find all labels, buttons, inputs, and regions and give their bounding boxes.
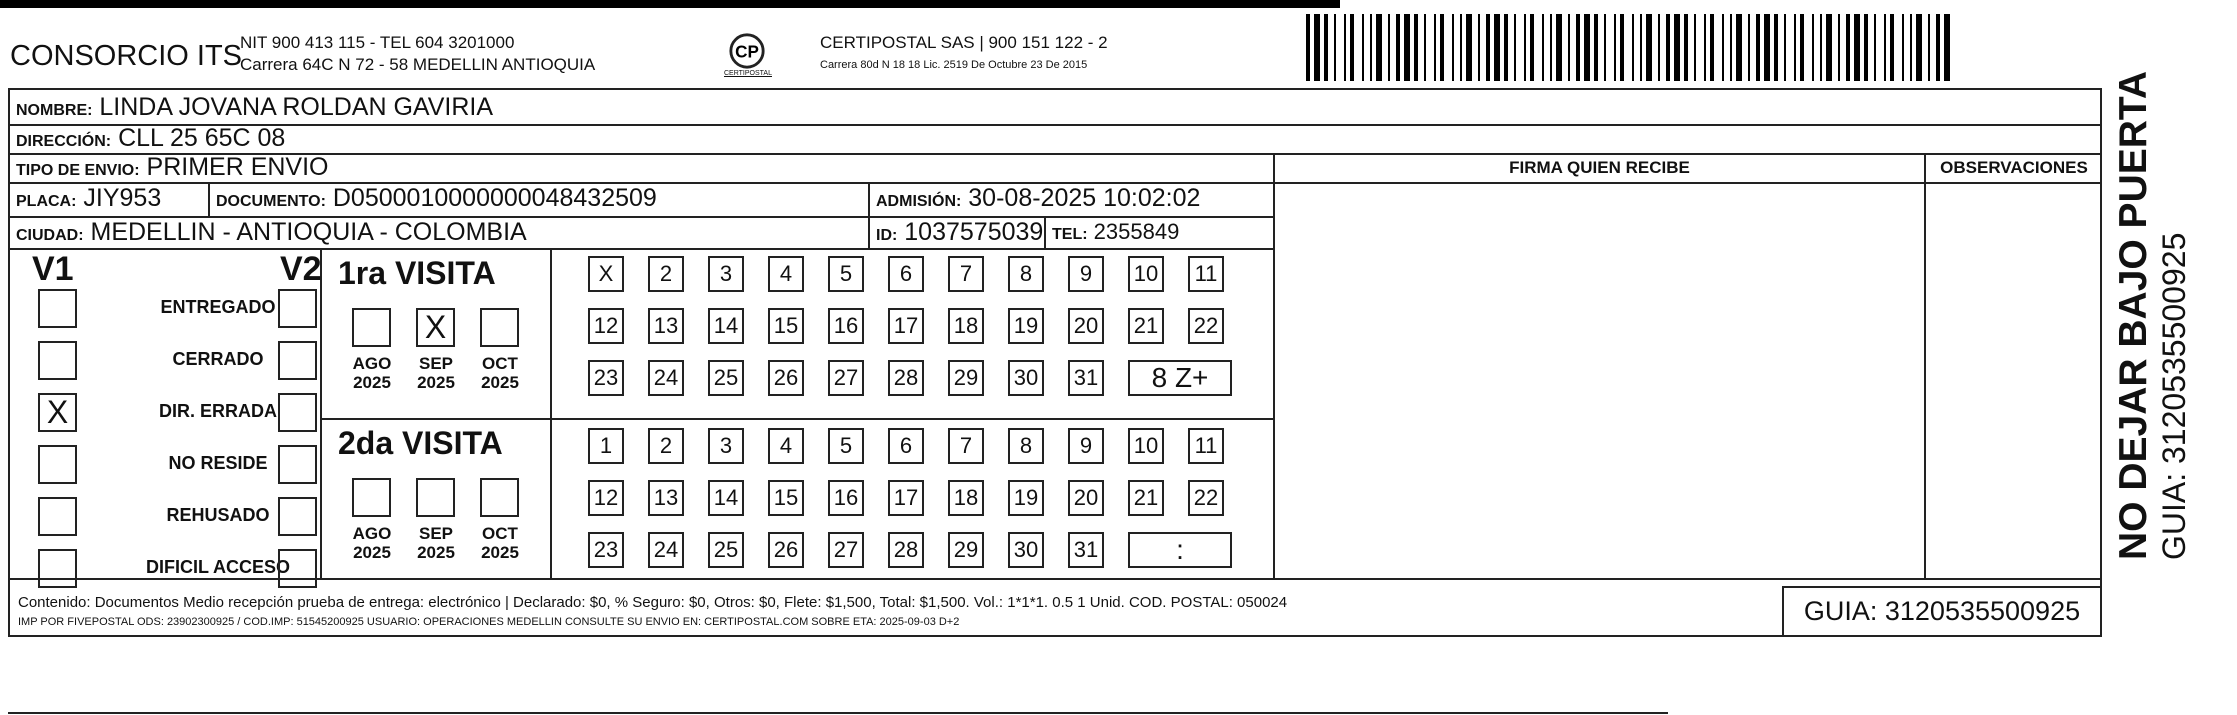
barcode-bar <box>1884 14 1886 81</box>
day-box[interactable]: 15 <box>768 308 804 344</box>
svg-text:CP: CP <box>735 42 759 62</box>
barcode-bar <box>1530 14 1534 81</box>
day-box[interactable]: 5 <box>828 428 864 464</box>
barcode-bar <box>1694 14 1696 81</box>
day-box[interactable]: 28 <box>888 360 924 396</box>
barcode-bar <box>1936 14 1940 81</box>
barcode-bar <box>1306 14 1310 81</box>
barcode-bar <box>1748 14 1750 81</box>
barcode-bar <box>1440 14 1444 81</box>
day-box[interactable]: 2 <box>648 428 684 464</box>
footer-print-info: IMP POR FIVEPOSTAL ODS: 23902300925 / COD.IMP: 51545200925 USUARIO: OPERACIONES MEDELLIN CONSULTE SU ENVIO EN: CERTIPOSTAL.COM SOBRE ETA: 2025-09-03 D+2 <box>18 616 960 628</box>
v2-checkbox[interactable] <box>278 393 317 432</box>
month-label: SEP <box>418 524 454 543</box>
barcode-bar <box>1864 14 1868 81</box>
barcode-bar <box>1314 14 1320 81</box>
guia-box: GUIA: 3120535500925 <box>1782 586 2102 637</box>
barcode-bar <box>1514 14 1516 81</box>
col-line <box>320 248 322 578</box>
day-box[interactable]: 27 <box>828 532 864 568</box>
v2-checkbox[interactable] <box>278 497 317 536</box>
ciudad-value: MEDELLIN - ANTIOQUIA - COLOMBIA <box>90 218 527 246</box>
company-info <box>240 32 660 76</box>
barcode-bar <box>1486 14 1490 81</box>
v2-checkbox[interactable] <box>278 445 317 484</box>
day-box[interactable]: 13 <box>648 308 684 344</box>
month-checkbox[interactable] <box>480 478 519 517</box>
barcode-bar <box>1556 14 1562 81</box>
day-box[interactable]: 19 <box>1008 308 1044 344</box>
day-box[interactable]: 30 <box>1008 360 1044 396</box>
barcode-bar <box>1846 14 1850 81</box>
month-year: 2025 <box>353 373 391 392</box>
barcode-bar <box>1800 14 1804 81</box>
barcode-bar <box>1376 14 1382 81</box>
barcode-bar <box>1542 14 1544 81</box>
ciudad-label: CIUDAD: <box>16 227 84 244</box>
day-box[interactable]: 10 <box>1128 428 1164 464</box>
barcode-bar <box>1494 14 1500 81</box>
day-box[interactable]: 6 <box>888 256 924 292</box>
barcode-bar <box>1370 14 1372 81</box>
row-line <box>8 578 2102 580</box>
barcode-bar <box>1704 14 1706 81</box>
day-box[interactable]: 20 <box>1068 308 1104 344</box>
barcode-bar <box>1388 14 1390 81</box>
day-box[interactable]: 7 <box>948 428 984 464</box>
v1-checkbox[interactable] <box>38 341 77 380</box>
v1-header: V1 <box>32 250 74 288</box>
v2-checkbox[interactable] <box>278 549 317 588</box>
barcode-bar <box>1916 14 1922 81</box>
v2-checkbox[interactable] <box>278 289 317 328</box>
bottom-line <box>8 712 1668 714</box>
firma-header: FIRMA QUIEN RECIBE <box>1509 158 1690 177</box>
day-box[interactable]: 31 <box>1068 360 1104 396</box>
logo-caption: CERTIPOSTAL <box>724 70 772 77</box>
tipo-label: TIPO DE ENVIO: <box>16 162 140 179</box>
barcode-bar <box>1324 14 1328 81</box>
day-box[interactable]: 29 <box>948 532 984 568</box>
tipo-value: PRIMER ENVIO <box>146 153 329 181</box>
v1-checkbox[interactable] <box>38 445 77 484</box>
admision-label: ADMISIÓN: <box>876 193 962 210</box>
v1-checkbox[interactable] <box>38 549 77 588</box>
day-box[interactable]: 14 <box>708 480 744 516</box>
barcode-bar <box>1334 14 1336 81</box>
col-line <box>208 182 210 216</box>
time-box[interactable]: : <box>1128 532 1232 568</box>
day-box[interactable]: 16 <box>828 480 864 516</box>
barcode-bar <box>1620 14 1624 81</box>
day-box[interactable]: 1 <box>588 428 624 464</box>
month-checkbox[interactable]: X <box>416 308 455 347</box>
id-label: ID: <box>876 227 898 244</box>
day-box[interactable]: 11 <box>1188 256 1224 292</box>
nombre-label: NOMBRE: <box>16 102 93 119</box>
month-year: 2025 <box>353 543 391 562</box>
day-box[interactable]: 9 <box>1068 428 1104 464</box>
v2-checkbox[interactable] <box>278 341 317 380</box>
barcode-bar <box>1674 14 1680 81</box>
barcode-bar <box>1658 14 1660 81</box>
footer-contents: Contenido: Documentos Medio recepción prueba de entrega: electrónico | Declarado: $0, % Seguro: $0, Otros: $0, Flete: $1,500, Total: $1,500. Vol.: 1*1*1. 0.5 1 Unid. COD. POSTAL: 050024 <box>18 594 1288 611</box>
barcode-bar <box>1666 14 1670 81</box>
day-box[interactable]: 6 <box>888 428 924 464</box>
day-box[interactable]: 21 <box>1128 308 1164 344</box>
col-line <box>1044 216 1046 248</box>
barcode-bar <box>1466 14 1472 81</box>
barcode-bar <box>1928 14 1930 81</box>
barcode-bar <box>1764 14 1770 81</box>
col-line <box>1273 153 1275 578</box>
barcode-bar <box>1684 14 1688 81</box>
day-box[interactable]: 30 <box>1008 532 1044 568</box>
day-box[interactable]: 9 <box>1068 256 1104 292</box>
barcode-bar <box>1414 14 1418 81</box>
barcode-bar <box>1504 14 1508 81</box>
status-label: NO RESIDE <box>168 453 268 473</box>
status-label: DIR. ERRADA <box>158 401 277 421</box>
barcode-bar <box>1350 14 1354 81</box>
observaciones-header: OBSERVACIONES <box>1940 158 2088 177</box>
month-label: AGO <box>352 354 392 373</box>
barcode-bar <box>1890 14 1894 81</box>
day-box[interactable]: 19 <box>1008 480 1044 516</box>
month-checkbox[interactable] <box>352 478 391 517</box>
time-box[interactable]: 8 Z+ <box>1128 360 1232 396</box>
day-box[interactable]: 22 <box>1188 308 1224 344</box>
barcode-bar <box>1784 14 1786 81</box>
day-box[interactable]: 4 <box>768 428 804 464</box>
day-box[interactable]: 21 <box>1128 480 1164 516</box>
month-label: AGO <box>352 524 392 543</box>
row-line <box>320 418 1273 420</box>
v1-checkbox[interactable] <box>38 289 77 328</box>
day-box[interactable]: 25 <box>708 532 744 568</box>
month-checkbox[interactable] <box>480 308 519 347</box>
v1-checkbox[interactable]: X <box>38 393 77 432</box>
placa-label: PLACA: <box>16 193 77 210</box>
col-line <box>550 248 552 578</box>
day-box[interactable]: 26 <box>768 532 804 568</box>
barcode-bar <box>1568 14 1570 81</box>
placa-row <box>16 184 161 216</box>
day-box[interactable]: 16 <box>828 308 864 344</box>
barcode-bar <box>1424 14 1426 81</box>
month-checkbox[interactable] <box>352 308 391 347</box>
placa-value: JIY953 <box>83 184 162 212</box>
day-box[interactable]: 26 <box>768 360 804 396</box>
barcode-bar <box>1632 14 1634 81</box>
barcode-bar <box>1452 14 1454 81</box>
day-box[interactable]: 14 <box>708 308 744 344</box>
tipo-row <box>16 153 329 185</box>
status-label: DIFICIL ACCESO <box>145 557 290 577</box>
month-checkbox[interactable] <box>416 478 455 517</box>
status-label: REHUSADO <box>166 505 270 525</box>
barcode-bar <box>1730 14 1732 81</box>
status-label: ENTREGADO <box>160 297 276 317</box>
barcode-bar <box>1478 14 1480 81</box>
barcode-bar <box>1362 14 1364 81</box>
company-name: CONSORCIO ITS <box>10 40 243 72</box>
admision-row <box>876 184 1200 216</box>
barcode-bar <box>1434 14 1436 81</box>
day-box[interactable]: 10 <box>1128 256 1164 292</box>
day-box[interactable]: 23 <box>588 532 624 568</box>
barcode-bar <box>1344 14 1346 81</box>
top-black-bar <box>0 0 1340 8</box>
barcode-bar <box>1774 14 1778 81</box>
day-box[interactable]: 24 <box>648 532 684 568</box>
direccion-value: CLL 25 65C 08 <box>118 124 286 152</box>
day-box[interactable]: 7 <box>948 256 984 292</box>
status-label: CERRADO <box>172 349 264 369</box>
month-year: 2025 <box>417 543 455 562</box>
certipostal-line: CERTIPOSTAL SAS | 900 151 122 - 2 <box>820 33 1108 52</box>
barcode-bar <box>1614 14 1616 81</box>
v1-checkbox[interactable] <box>38 497 77 536</box>
id-value: 1037575039 <box>904 218 1044 246</box>
day-box[interactable]: 5 <box>828 256 864 292</box>
documento-row <box>216 184 657 216</box>
day-box[interactable]: 25 <box>708 360 744 396</box>
certipostal-logo <box>728 32 766 70</box>
barcode-bar <box>1826 14 1832 81</box>
day-box[interactable]: 23 <box>588 360 624 396</box>
tel-row <box>1052 218 1179 249</box>
nombre-row <box>16 93 493 125</box>
day-box[interactable]: X <box>588 256 624 292</box>
barcode-bar <box>1838 14 1840 81</box>
day-box[interactable]: 17 <box>888 308 924 344</box>
day-box[interactable]: 27 <box>828 360 864 396</box>
day-box[interactable]: 13 <box>648 480 684 516</box>
barcode-bar <box>1646 14 1652 81</box>
day-box[interactable]: 20 <box>1068 480 1104 516</box>
day-box[interactable]: 17 <box>888 480 924 516</box>
barcode-bar <box>1710 14 1714 81</box>
documento-value: D0500010000000048432509 <box>332 184 657 212</box>
side-guia: GUIA: 3120535500925 <box>2156 232 2192 560</box>
nombre-value: LINDA JOVANA ROLDAN GAVIRIA <box>99 93 494 121</box>
month-label: OCT <box>482 524 518 543</box>
barcode-bar <box>1820 14 1822 81</box>
v2-header: V2 <box>280 250 322 288</box>
day-box[interactable]: 12 <box>588 480 624 516</box>
id-row <box>876 218 1043 250</box>
certipostal-info <box>820 32 1280 76</box>
admision-value: 30-08-2025 10:02:02 <box>968 184 1201 212</box>
barcode-bar <box>1604 14 1606 81</box>
barcode-bar <box>1902 14 1904 81</box>
barcode-bar <box>1854 14 1860 81</box>
month-year: 2025 <box>481 543 519 562</box>
visit1-title: 1ra VISITA <box>338 255 496 291</box>
ciudad-row <box>16 218 527 250</box>
day-box[interactable]: 29 <box>948 360 984 396</box>
barcode-bar <box>1404 14 1410 81</box>
day-box[interactable]: 4 <box>768 256 804 292</box>
day-box[interactable]: 18 <box>948 480 984 516</box>
month-year: 2025 <box>417 373 455 392</box>
side-notice <box>2112 71 2192 560</box>
barcode-bar <box>1874 14 1876 81</box>
direccion-row <box>16 124 285 156</box>
day-box[interactable]: 12 <box>588 308 624 344</box>
day-box[interactable]: 3 <box>708 428 744 464</box>
day-box[interactable]: 8 <box>1008 428 1044 464</box>
nit-line: NIT 900 413 115 - TEL 604 3201000 <box>240 33 515 52</box>
barcode-bar <box>1524 14 1526 81</box>
address-line: Carrera 64C N 72 - 58 MEDELLIN ANTIOQUIA <box>240 55 596 74</box>
day-box[interactable]: 15 <box>768 480 804 516</box>
barcode-bar <box>1794 14 1796 81</box>
day-box[interactable]: 24 <box>648 360 684 396</box>
barcode <box>1306 14 1952 81</box>
month-label: OCT <box>482 354 518 373</box>
day-box[interactable]: 8 <box>1008 256 1044 292</box>
barcode-bar <box>1576 14 1580 81</box>
barcode-bar <box>1584 14 1590 81</box>
tel-value: 2355849 <box>1093 219 1180 244</box>
visit2-title: 2da VISITA <box>338 425 503 461</box>
barcode-bar <box>1594 14 1598 81</box>
barcode-bar <box>1722 14 1724 81</box>
day-box[interactable]: 18 <box>948 308 984 344</box>
barcode-bar <box>1640 14 1642 81</box>
barcode-bar <box>1756 14 1760 81</box>
barcode-bar <box>1550 14 1552 81</box>
barcode-bar <box>1396 14 1400 81</box>
documento-label: DOCUMENTO: <box>216 193 326 210</box>
day-box[interactable]: 3 <box>708 256 744 292</box>
barcode-bar <box>1910 14 1912 81</box>
barcode-bar <box>1944 14 1950 81</box>
barcode-bar <box>1812 14 1814 81</box>
day-box[interactable]: 22 <box>1188 480 1224 516</box>
tel-label: TEL: <box>1052 226 1088 243</box>
month-label: SEP <box>418 354 454 373</box>
barcode-bar <box>1736 14 1742 81</box>
day-box[interactable]: 28 <box>888 532 924 568</box>
no-dejar-bajo-puerta: NO DEJAR BAJO PUERTA <box>2112 70 2155 560</box>
direccion-label: DIRECCIÓN: <box>16 133 112 150</box>
certipostal-license: Carrera 80d N 18 18 Lic. 2519 De Octubre 23 De 2015 <box>820 59 1088 71</box>
col-line <box>1924 153 1926 578</box>
col-line <box>868 182 870 248</box>
month-year: 2025 <box>481 373 519 392</box>
day-box[interactable]: 31 <box>1068 532 1104 568</box>
day-box[interactable]: 2 <box>648 256 684 292</box>
barcode-bar <box>1460 14 1462 81</box>
day-box[interactable]: 11 <box>1188 428 1224 464</box>
